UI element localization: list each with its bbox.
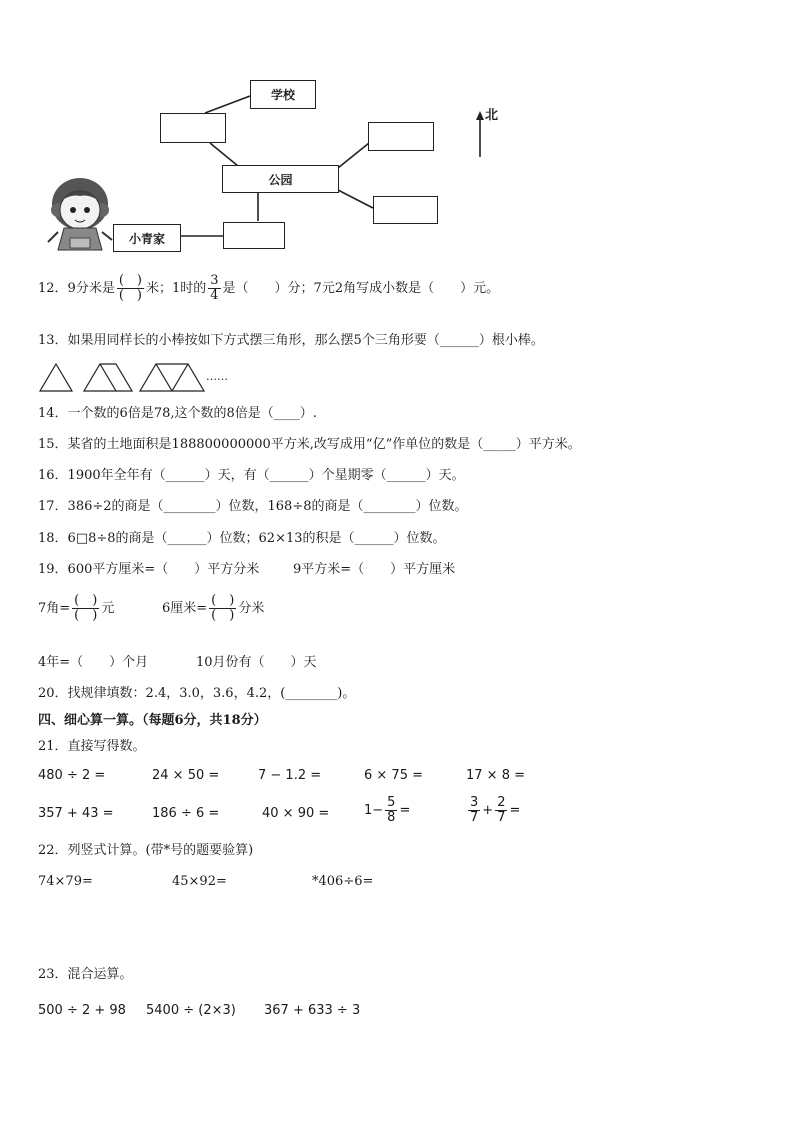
q22-item-1: 74×79= bbox=[38, 874, 93, 889]
q21-r1-c2: 24 × 50 = bbox=[152, 768, 220, 783]
triangle-group-3 bbox=[140, 364, 204, 391]
q19-cm-fraction: $\frac{( )}{( )}$ bbox=[211, 593, 235, 623]
question-17: 17．386÷2的商是（________）位数，168÷8的商是（________）位数。 bbox=[38, 499, 468, 514]
question-19-line3b: 10月份有（ ）天 bbox=[196, 655, 317, 670]
girl-illustration bbox=[48, 178, 112, 250]
q12-prefix: 12．9分米是 bbox=[38, 281, 115, 296]
map-box-home bbox=[113, 224, 181, 252]
question-19-line3a: 4年=（ ）个月 bbox=[38, 655, 149, 670]
q21-r2-c5: $\frac{3}{7}$ + $\frac{2}{7}$ = bbox=[470, 795, 521, 825]
question-19-line1a: 19．600平方厘米=（ ）平方分米 bbox=[38, 562, 260, 577]
line-school bbox=[205, 96, 250, 113]
north-arrow-head bbox=[476, 111, 484, 120]
question-22-title: 22．列竖式计算。(带*号的题要验算) bbox=[38, 843, 254, 858]
q19-jiao-fraction: $\frac{( )}{( )}$ bbox=[74, 593, 98, 623]
q21-r1-c3: 7 − 1.2 = bbox=[258, 768, 322, 783]
q21-r2-c1: 357 + 43 = bbox=[38, 806, 114, 821]
q21-r2-c2: 186 ÷ 6 = bbox=[152, 806, 220, 821]
map-box-blank-right-top bbox=[368, 122, 434, 151]
map-label-home: 小青家 bbox=[128, 231, 165, 246]
q12-blank-fraction: $\frac{( )}{( )}$ bbox=[118, 273, 142, 303]
north-label: 北 bbox=[485, 108, 499, 123]
section-4-title: 四、细心算一算。（每题6分，共18分） bbox=[38, 713, 267, 728]
question-15: 15．某省的土地面积是188800000000平方米,改写成用“亿”作单位的数是（_____）平方米。 bbox=[38, 437, 581, 452]
question-14: 14．一个数的6倍是78,这个数的8倍是（____）. bbox=[38, 406, 317, 421]
question-21-title: 21．直接写得数。 bbox=[38, 739, 146, 754]
question-19-line1b: 9平方米=（ ）平方厘米 bbox=[293, 562, 456, 577]
question-16: 16．1900年全年有（______）天，有（______）个星期零（______）天。 bbox=[38, 468, 465, 483]
question-23-title: 23．混合运算。 bbox=[38, 967, 133, 982]
q22-item-3: *406÷6= bbox=[312, 874, 374, 889]
q21-r1-c1: 480 ÷ 2 = bbox=[38, 768, 106, 783]
q21-r1-c4: 6 × 75 = bbox=[364, 768, 423, 783]
question-12 bbox=[38, 274, 499, 303]
question-13: 13．如果用同样长的小棒按如下方式摆三角形，那么摆5个三角形要（______）根小棒。 bbox=[38, 333, 544, 348]
q12-fraction: $\frac{3}{4}$ bbox=[210, 273, 219, 303]
line-right-top bbox=[338, 143, 369, 168]
q12-unit1: 米；1时的 bbox=[145, 281, 207, 296]
triangle-dots: …… bbox=[206, 370, 228, 383]
line-left-box bbox=[210, 143, 238, 166]
map-label-park: 公园 bbox=[268, 172, 293, 187]
question-19-jiao: 7角= $\frac{( )}{( )}$ 元 bbox=[38, 593, 115, 623]
q21-r1-c5: 17 × 8 = bbox=[466, 768, 525, 783]
map-box-park bbox=[222, 165, 339, 193]
q23-item-3: 367 + 633 ÷ 3 bbox=[264, 1003, 361, 1018]
map-box-blank-left bbox=[160, 113, 226, 143]
line-right-bottom bbox=[338, 190, 373, 208]
question-20: 20．找规律填数：2.4，3.0，3.6，4.2，(________)。 bbox=[38, 686, 356, 701]
q23-item-1: 500 ÷ 2 + 98 bbox=[38, 1003, 126, 1018]
map-box-school bbox=[250, 80, 316, 109]
q21-r2-c3: 40 × 90 = bbox=[262, 806, 330, 821]
question-19-cm: 6厘米= $\frac{( )}{( )}$ 分米 bbox=[162, 593, 265, 623]
q12-rest: 是（ ）分；7元2角写成小数是（ ）元。 bbox=[222, 281, 500, 296]
q21-r2-c4: 1− $\frac{5}{8}$ = bbox=[364, 795, 411, 825]
map-box-blank-right-bottom bbox=[373, 196, 438, 224]
map-label-school: 学校 bbox=[270, 88, 295, 102]
q23-item-2: 5400 ÷ (2×3) bbox=[146, 1003, 236, 1018]
triangle-1 bbox=[40, 364, 72, 391]
question-18: 18．6□8÷8的商是（______）位数；62×13的积是（______）位数。 bbox=[38, 531, 446, 546]
map-box-blank-bottom bbox=[223, 222, 285, 249]
q22-item-2: 45×92= bbox=[172, 874, 227, 889]
